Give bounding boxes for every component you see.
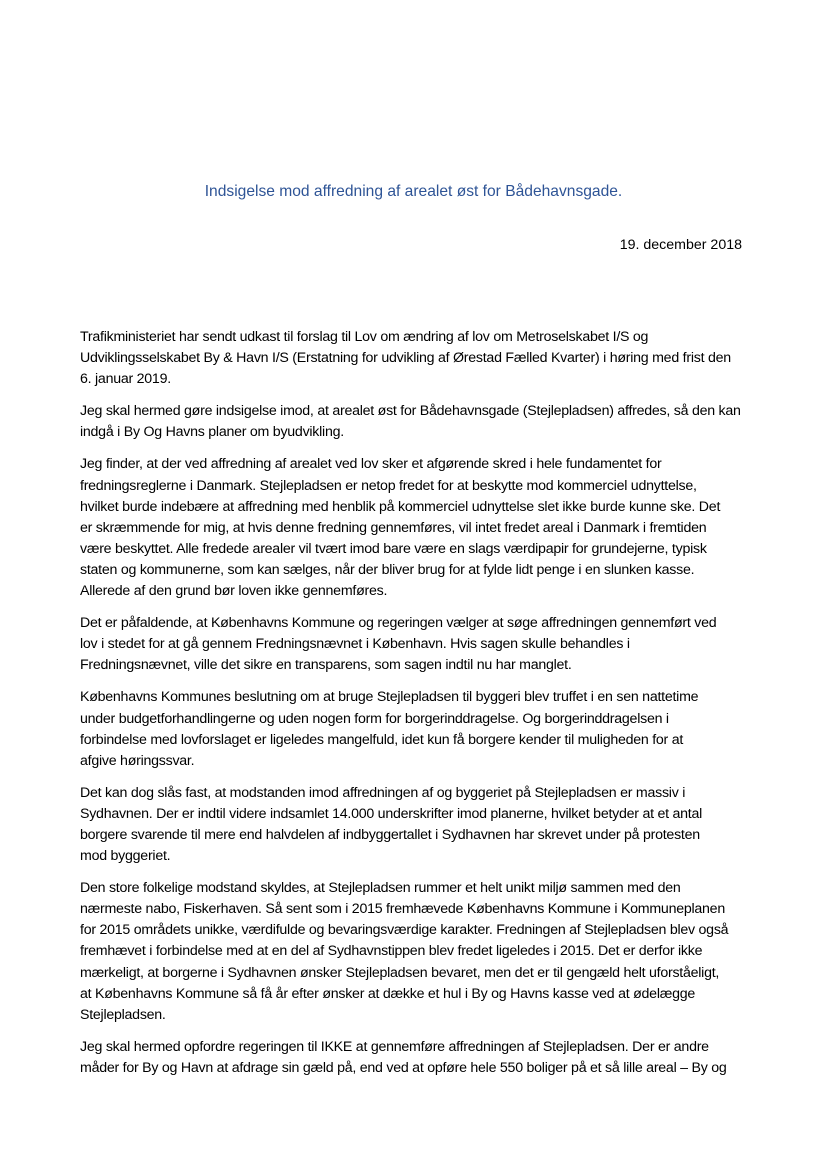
paragraph-line: Den store folkelige modstand skyldes, at Stejlepladsen rummer et helt unikt miljø sammen med den bbox=[80, 880, 681, 897]
paragraph-line: Københavns Kommunes beslutning om at bruge Stejlepladsen til byggeri blev truffet i en sen nattetime bbox=[80, 689, 699, 706]
paragraph-line: mærkeligt, at borgerne i Sydhavnen ønsker Stejlepladsen bevaret, men det er til gengæld helt uforståeligt, bbox=[80, 964, 720, 981]
paragraph-line: Jeg skal hermed gøre indsigelse imod, at arealet øst for Bådehavnsgade (Stejlepladsen) affredes, så den kan bbox=[80, 403, 741, 420]
paragraph-line: indgå i By Og Havns planer om byudvikling. bbox=[80, 424, 344, 441]
paragraph-line: være beskyttet. Alle fredede arealer vil tvært imod bare være en slags værdipapir for grundejerne, typisk bbox=[80, 540, 707, 557]
document-title: Indsigelse mod affredning af arealet øst for Bådehavnsgade. bbox=[204, 183, 623, 200]
paragraph bbox=[80, 1037, 748, 1079]
paragraph-line: under budgetforhandlingerne og uden nogen form for borgerinddragelse. Og borgerinddragelsen i bbox=[80, 710, 669, 727]
document-date: 19. december 2018 bbox=[619, 237, 742, 253]
paragraph-line: Fredningsnævnet, ville det sikre en transparens, som sagen indtil nu har manglet. bbox=[80, 657, 572, 674]
paragraph-line: Allerede af den grund bør loven ikke gennemføres. bbox=[80, 583, 388, 600]
paragraph-line: fremhævet i forbindelse med at en del af Sydhavnstippen blev fredet ligeledes i 2015. Det er derfor ikke bbox=[80, 943, 703, 960]
paragraph-line: Jeg skal hermed opfordre regeringen til IKKE at gennemføre affredningen af Stejlepladsen. Der er andre bbox=[80, 1038, 709, 1055]
paragraph-line: er skræmmende for mig, at hvis denne fredning gennemføres, vil intet fredet areal i Danmark i fremtiden bbox=[80, 519, 707, 536]
paragraph-line: Jeg finder, at der ved affredning af arealet ved lov sker et afgørende skred i hele fundamentet for bbox=[80, 456, 662, 473]
paragraph-line: forbindelse med lovforslaget er ligeledes mangelfuld, idet kun få borgere kender til muligheden for at bbox=[80, 731, 684, 748]
paragraph-line: Det kan dog slås fast, at modstanden imod affredningen af og byggeriet på Stejlepladsen er massiv i bbox=[80, 784, 686, 801]
paragraph-line: Udviklingsselskabet By & Havn I/S (Erstatning for udvikling af Ørestad Fælled Kvarter) i høring med frist den bbox=[80, 350, 731, 367]
paragraph-line: hvilket burde indebære at affredning med henblik på kommerciel udnyttelse slet ikke burde kunne ske. Det bbox=[80, 498, 721, 515]
paragraph-line: borgere svarende til mere end halvdelen af indbyggertallet i Sydhavnen har skrevet under på protesten bbox=[80, 826, 700, 843]
paragraph bbox=[80, 454, 748, 602]
document-body bbox=[80, 327, 748, 1090]
paragraph bbox=[80, 783, 748, 867]
paragraph-line: fredningsreglerne i Danmark. Stejlepladsen er netop fredet for at beskytte mod kommerciel udnyttelse, bbox=[80, 477, 697, 494]
paragraph-line: Stejlepladsen. bbox=[80, 1006, 166, 1023]
paragraph-line: Trafikministeriet har sendt udkast til forslag til Lov om ændring af lov om Metroselskabet I/S og bbox=[80, 329, 649, 345]
paragraph-line: Det er påfaldende, at Københavns Kommune og regeringen vælger at søge affredningen gennemført ved bbox=[80, 615, 717, 632]
paragraph bbox=[80, 687, 748, 771]
paragraph bbox=[80, 878, 748, 1026]
paragraph-line: 6. januar 2019. bbox=[80, 371, 171, 388]
paragraph-line: for 2015 områdets unikke, værdifulde og bevaringsværdige karakter. Fredningen af Stejlepladsen blev også bbox=[80, 922, 729, 939]
paragraph-line: staten og kommunerne, som kan sælges, når der bliver brug for at fylde lidt penge i en slunken kasse. bbox=[80, 561, 695, 578]
paragraph-line: afgive høringssvar. bbox=[80, 752, 195, 769]
paragraph-line: Sydhavnen. Der er indtil videre indsamlet 14.000 underskrifter imod planerne, hvilket betyder at et antal bbox=[80, 805, 703, 822]
paragraph bbox=[80, 613, 748, 676]
paragraph-line: lov i stedet for at gå gennem Fredningsnævnet i København. Hvis sagen skulle behandles i bbox=[80, 636, 630, 653]
paragraph-line: måder for By og Havn at afdrage sin gæld på, end ved at opføre hele 550 boliger på et så lille areal – By og bbox=[80, 1059, 727, 1076]
paragraph bbox=[80, 327, 748, 390]
paragraph-line: nærmeste nabo, Fiskerhaven. Så sent som i 2015 fremhævede Københavns Kommune i Kommuneplanen bbox=[80, 901, 725, 918]
paragraph bbox=[80, 401, 748, 443]
paragraph-line: at Københavns Kommune så få år efter ønsker at dække et hul i By og Havns kasse ved at ødelægge bbox=[80, 985, 696, 1002]
paragraph-line: mod byggeriet. bbox=[80, 848, 171, 865]
